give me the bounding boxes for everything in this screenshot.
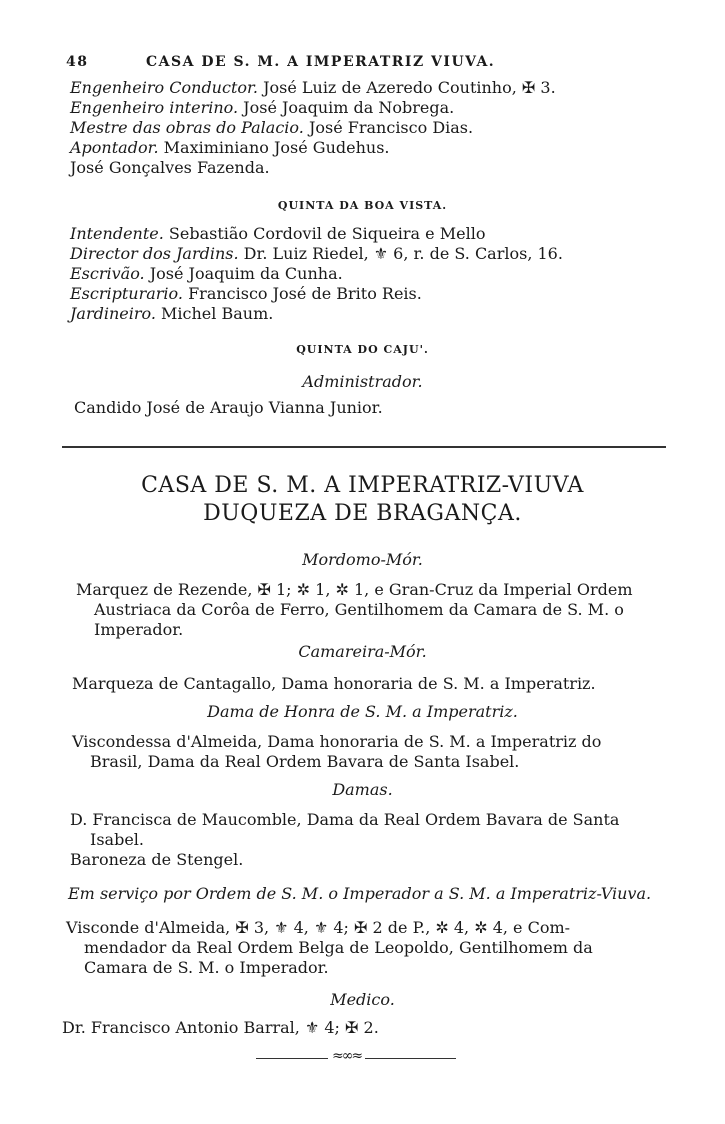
- entry-mestre-obras: [70, 118, 473, 138]
- entry-escripturario: [70, 284, 422, 304]
- dama-honra-line-1: Viscondessa d'Almeida, Dama honoraria de S. M. a Imperatriz do: [72, 732, 602, 751]
- ornament-icon: ≈∞≈: [328, 1048, 365, 1064]
- servico-line-1: Visconde d'Almeida, ✠ 3, ⚜ 4, ⚜ 4; ✠ 2 de P., ✲ 4, ✲ 4, e Com-: [66, 918, 571, 937]
- section-title-caju: QUINTA DO CAJU'.: [296, 343, 429, 356]
- entry-escrivao: [70, 264, 343, 284]
- entry-text: Michel Baum.: [155, 304, 274, 323]
- entry-text: Dr. Luiz Riedel, ⚜ 6, r. de S. Carlos, 16.: [238, 244, 563, 263]
- servico-line-2: mendador da Real Ordem Belga de Leopoldo, Gentilhomem da: [84, 938, 593, 957]
- entry-role: Apontador.: [70, 138, 159, 157]
- entry-role: Mestre das obras do Palacio.: [70, 118, 304, 137]
- entry-role: Engenheiro interino.: [70, 98, 239, 117]
- entry-text: Francisco José de Brito Reis.: [182, 284, 422, 303]
- entry-text: José Joaquim da Cunha.: [144, 264, 343, 283]
- entry-role: Director dos Jardins.: [70, 244, 239, 263]
- entry-text: Sebastião Cordovil de Siqueira e Mello: [163, 224, 486, 243]
- entry-apontador: [70, 138, 390, 158]
- entry-fazenda: [70, 158, 270, 178]
- entry-jardineiro: [70, 304, 273, 324]
- entry-role: Engenheiro Conductor.: [70, 78, 258, 97]
- running-title: CASA DE S. M. A IMPERATRIZ VIUVA.: [146, 54, 496, 70]
- entry-engenheiro-conductor: [70, 78, 556, 98]
- entry-engenheiro-interino: [70, 98, 454, 118]
- heading-em-servico: Em serviço por Ordem de S. M. o Imperador a S. M. a Imperatriz-Viuva.: [68, 884, 652, 903]
- medico-line: Dr. Francisco Antonio Barral, ⚜ 4; ✠ 2.: [62, 1018, 379, 1037]
- section-divider: [62, 446, 666, 448]
- entry-text: José Francisco Dias.: [303, 118, 474, 137]
- entry-text: Maximiniano José Gudehus.: [158, 138, 390, 157]
- entry-text: José Luiz de Azeredo Coutinho, ✠ 3.: [257, 78, 556, 97]
- entry-role: Intendente.: [70, 224, 164, 243]
- entry-text: José Joaquim da Nobrega.: [238, 98, 455, 117]
- heading-damas: Damas.: [332, 780, 393, 799]
- page-number: 48: [66, 54, 89, 70]
- entry-director-jardins: [70, 244, 563, 264]
- main-title-line-2: DUQUEZA DE BRAGANÇA.: [203, 501, 522, 526]
- entry-text: José Gonçalves Fazenda.: [70, 158, 270, 177]
- heading-medico: Medico.: [330, 990, 395, 1009]
- dama-honra-line-2: Brasil, Dama da Real Ordem Bavara de Santa Isabel.: [90, 752, 520, 771]
- heading-camareira: Camareira-Mór.: [298, 642, 427, 661]
- heading-dama-honra: Dama de Honra de S. M. a Imperatriz.: [207, 702, 518, 721]
- heading-mordomo: Mordomo-Mór.: [302, 550, 423, 569]
- entry-role: Escrivão.: [70, 264, 145, 283]
- entry-administrador: Candido José de Araujo Vianna Junior.: [74, 398, 383, 417]
- mordomo-line-3: Imperador.: [94, 620, 184, 639]
- mordomo-line-1: Marquez de Rezende, ✠ 1; ✲ 1, ✲ 1, e Gran-Cruz da Imperial Ordem: [76, 580, 633, 599]
- entry-role: Escripturario.: [70, 284, 183, 303]
- damas-line-2: Isabel.: [90, 830, 144, 849]
- damas-line-1: D. Francisca de Maucomble, Dama da Real Ordem Bavara de Santa: [70, 810, 620, 829]
- entry-intendente: [70, 224, 485, 244]
- section-title-boa-vista: QUINTA DA BOA VISTA.: [277, 199, 448, 212]
- damas-line-3: Baroneza de Stengel.: [70, 850, 244, 869]
- main-title-line-1: CASA DE S. M. A IMPERATRIZ-VIUVA: [141, 473, 584, 498]
- entry-role: Jardineiro.: [70, 304, 156, 323]
- camareira-line: Marqueza de Cantagallo, Dama honoraria de S. M. a Imperatriz.: [72, 674, 596, 693]
- role-administrador: Administrador.: [302, 372, 423, 391]
- servico-line-3: Camara de S. M. o Imperador.: [84, 958, 329, 977]
- mordomo-line-2: Austriaca da Corôa de Ferro, Gentilhomem da Camara de S. M. o: [94, 600, 624, 619]
